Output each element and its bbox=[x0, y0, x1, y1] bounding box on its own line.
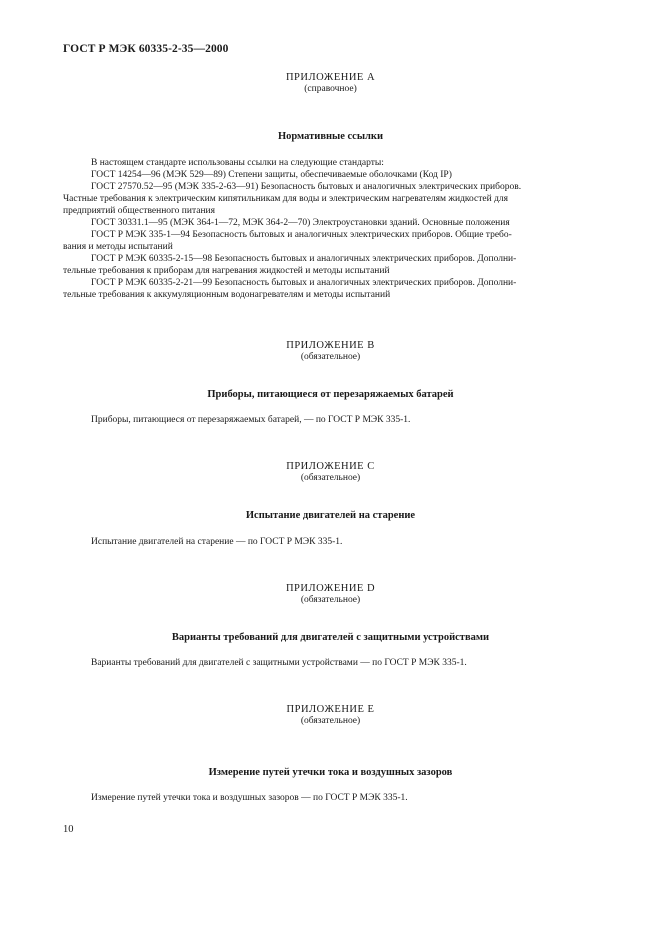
annex-a-heading: Нормативные ссылки bbox=[277, 131, 384, 142]
annex-a-line: ГОСТ 30331.1—95 (МЭК 364-1—72, МЭК 364-2—70) Электроустановки зданий. Основные положения bbox=[91, 218, 510, 228]
annex-c-label bbox=[0, 461, 661, 484]
annex-a-line: ГОСТ 27570.52—95 (МЭК 335-2-63—91) Безопасность бытовых и аналогичных электрических приборов. bbox=[91, 182, 522, 192]
annex-a-status: (справочное) bbox=[304, 84, 357, 94]
annex-d-status: (обязательное) bbox=[300, 595, 361, 605]
annex-a-line: тельные требования к аккумуляционным водонагревателям и методы испытаний bbox=[63, 290, 391, 300]
annex-a-line: ГОСТ Р МЭК 60335-2-15—98 Безопасность бытовых и аналогичных электрических приборов. Дополни- bbox=[91, 254, 517, 264]
annex-b-title: ПРИЛОЖЕНИЕ В bbox=[286, 340, 375, 351]
annex-c-text: Испытание двигателей на старение — по ГОСТ Р МЭК 335-1. bbox=[91, 537, 343, 547]
annex-d-heading: Варианты требований для двигателей с защитными устройствами bbox=[171, 632, 490, 643]
annex-a-title: ПРИЛОЖЕНИЕ А bbox=[285, 72, 376, 83]
annex-e-heading: Измерение путей утечки тока и воздушных зазоров bbox=[208, 767, 453, 778]
annex-c-heading: Испытание двигателей на старение bbox=[245, 510, 416, 521]
page-number: 10 bbox=[63, 824, 74, 835]
annex-c-status: (обязательное) bbox=[300, 473, 361, 483]
annex-a-line: ГОСТ Р МЭК 60335-2-21—99 Безопасность бытовых и аналогичных электрических приборов. Дополни- bbox=[91, 278, 517, 288]
annex-d-text: Варианты требований для двигателей с защитными устройствами — по ГОСТ Р МЭК 335-1. bbox=[91, 658, 467, 668]
annex-e-title: ПРИЛОЖЕНИЕ Е bbox=[286, 704, 375, 715]
annex-a-line: предприятий общественного питания bbox=[63, 206, 215, 216]
annex-a-line: вания и методы испытаний bbox=[63, 242, 173, 252]
annex-a-line: ГОСТ Р МЭК 335-1—94 Безопасность бытовых и аналогичных электрических приборов. Общие требо- bbox=[91, 230, 512, 240]
annex-a-line: В настоящем стандарте использованы ссылки на следующие стандарты: bbox=[91, 158, 384, 168]
annex-b-label bbox=[0, 340, 661, 363]
document-header: ГОСТ Р МЭК 60335-2-35—2000 bbox=[63, 43, 229, 55]
annex-b-status: (обязательное) bbox=[300, 352, 361, 362]
annex-d-label bbox=[0, 583, 661, 606]
annex-a-line: ГОСТ 14254—96 (МЭК 529—89) Степени защиты, обеспечиваемые оболочками (Код IP) bbox=[91, 170, 452, 180]
annex-e-status: (обязательное) bbox=[300, 716, 361, 726]
annex-e-text: Измерение путей утечки тока и воздушных зазоров — по ГОСТ Р МЭК 335-1. bbox=[91, 793, 408, 803]
annex-d-title: ПРИЛОЖЕНИЕ D bbox=[285, 583, 376, 594]
annex-b-heading: Приборы, питающиеся от перезаряжаемых батарей bbox=[207, 389, 454, 400]
annex-a-line: Частные требования к электрическим кипятильникам для воды и электрическим нагревателям жидкостей для bbox=[63, 194, 509, 204]
annex-e-label bbox=[0, 704, 661, 727]
annex-a-line: тельные требования к приборам для нагревания жидкостей и методы испытаний bbox=[63, 266, 390, 276]
annex-b-text: Приборы, питающиеся от перезаряжаемых батарей, — по ГОСТ Р МЭК 335-1. bbox=[91, 415, 411, 425]
annex-c-title: ПРИЛОЖЕНИЕ С bbox=[286, 461, 375, 472]
annex-a-label bbox=[0, 72, 661, 95]
